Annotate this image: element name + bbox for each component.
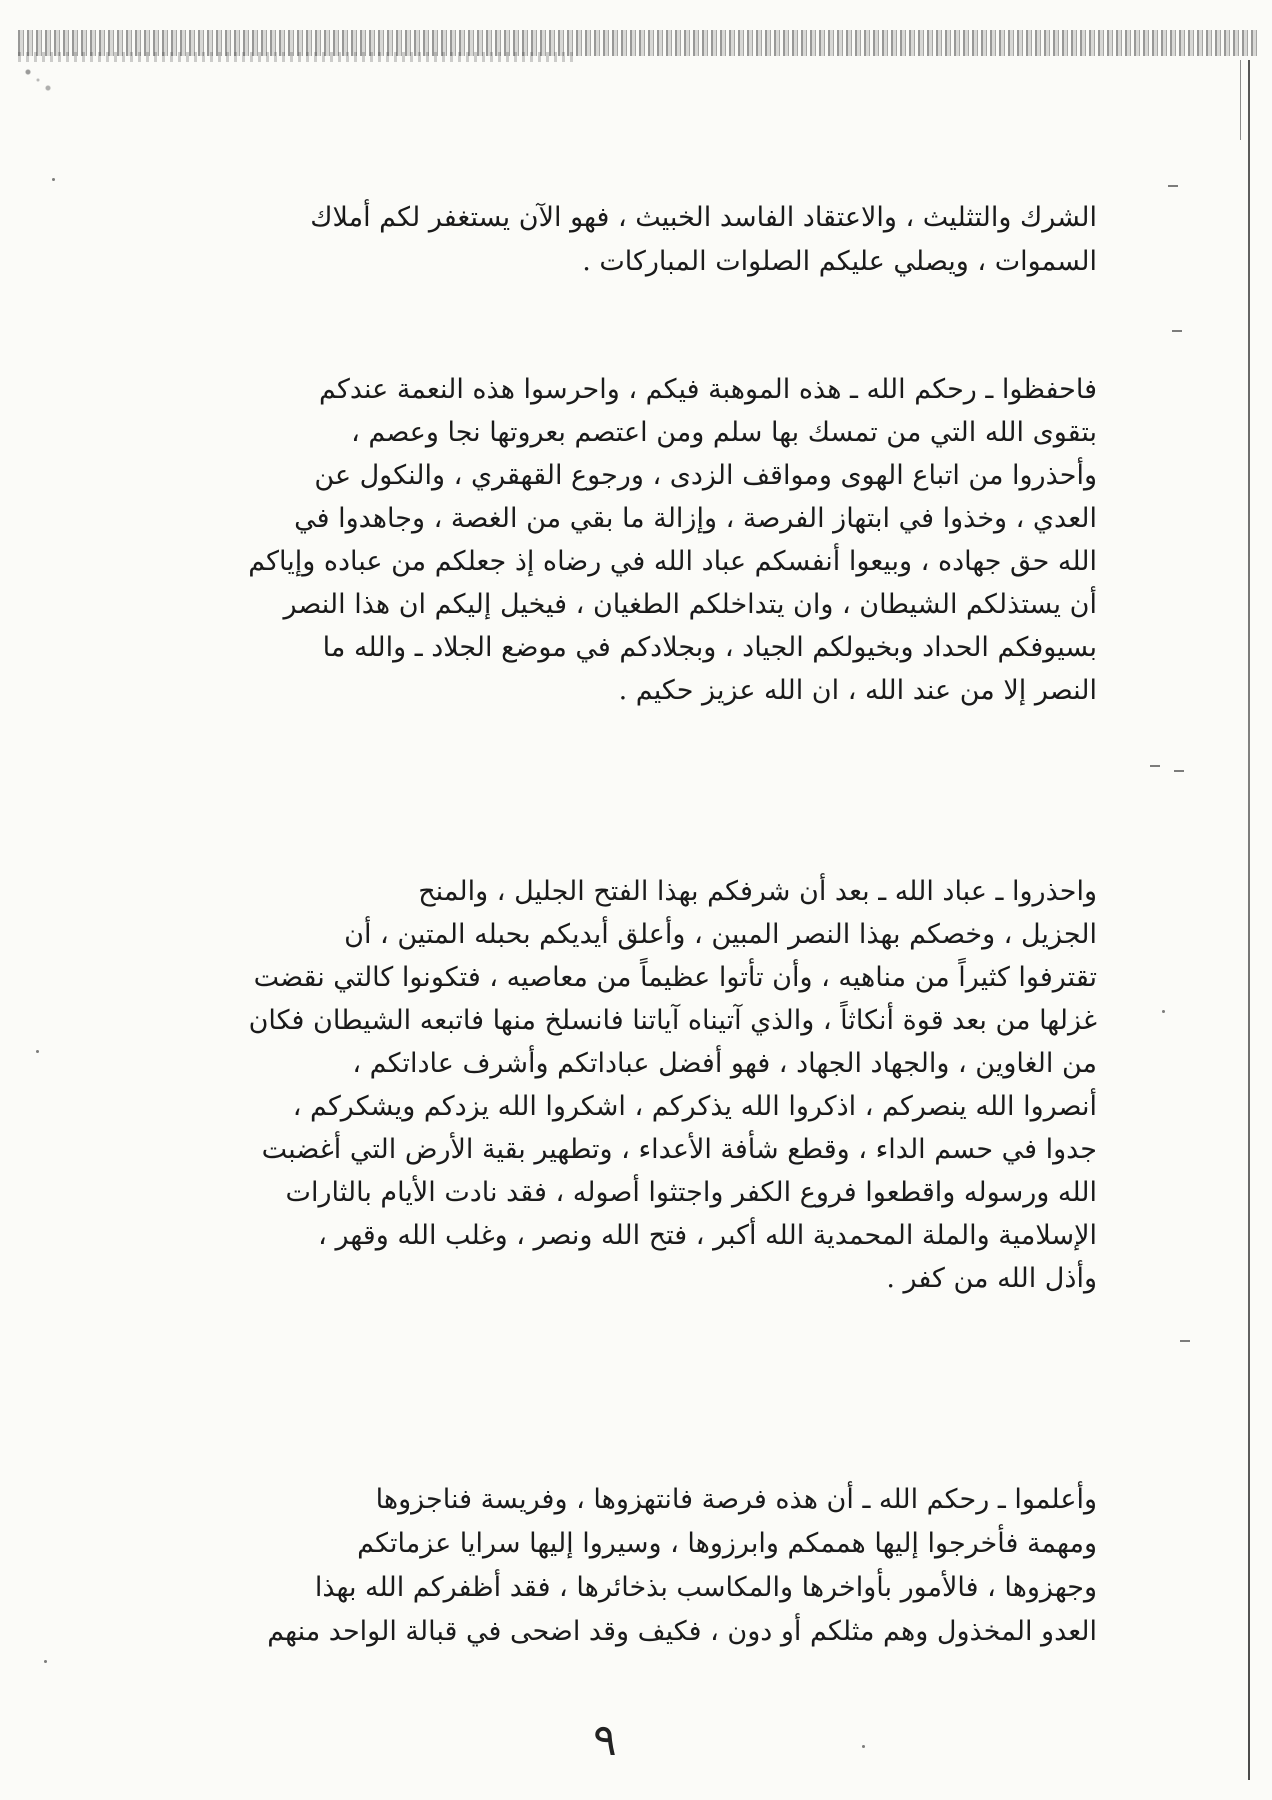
text-line: ومهمة فأخرجوا إليها هممكم وابرزوها ، وسيروا إليها سرايا عزماتكم	[357, 1528, 1097, 1559]
text-line: الإسلامية والملة المحمدية الله أكبر ، فتح الله ونصر ، وغلب الله وقهر ،	[318, 1220, 1097, 1251]
text-line: الله حق جهاده ، وبيعوا أنفسكم عباد الله في رضاه إذ جعلكم من عباده وإياكم	[248, 546, 1097, 577]
page-number: ٩	[593, 1715, 617, 1766]
text-line: من الغاوين ، والجهاد الجهاد ، فهو أفضل عباداتكم وأشرف عاداتكم ،	[352, 1048, 1097, 1079]
text-line: وجهزوها ، فالأمور بأواخرها والمكاسب بذخائرها ، فقد أظفركم الله بهذا	[314, 1572, 1097, 1603]
text-line: بتقوى الله التي من تمسك بها سلم ومن اعتصم بعروتها نجا وعصم ،	[351, 417, 1097, 448]
right-margin-line	[1248, 60, 1250, 1780]
text-line: وأذل الله من كفر .	[886, 1263, 1097, 1294]
scan-speck	[1162, 1010, 1165, 1013]
text-line: أنصروا الله ينصركم ، اذكروا الله يذكركم ، اشكروا الله يزدكم ويشكركم ،	[292, 1091, 1097, 1122]
margin-mark	[1180, 1340, 1190, 1342]
text-line: جدوا في حسم الداء ، وقطع شأفة الأعداء ، وتطهير بقية الأرض التي أغضبت	[261, 1134, 1097, 1165]
scan-speck	[36, 1050, 39, 1053]
text-line: وأحذروا من اتباع الهوى ومواقف الزدى ، ورجوع القهقري ، والنكول عن	[314, 460, 1097, 491]
paragraph-3	[162, 870, 1097, 1300]
text-line: العدو المخذول وهم مثلكم أو دون ، فكيف وقد اضحى في قبالة الواحد منهم	[267, 1616, 1097, 1647]
margin-mark	[1174, 770, 1184, 772]
text-line: الله ورسوله واقطعوا فروع الكفر واجتثوا أصوله ، فقد نادت الأيام بالثارات	[285, 1177, 1097, 1208]
text-line: وأعلموا ـ رحكم الله ـ أن هذه فرصة فانتهزوها ، وفريسة فناجزوها	[375, 1484, 1097, 1515]
text-line: تقترفوا كثيراً من مناهيه ، وأن تأتوا عظيماً من معاصيه ، فتكونوا كالتي نقضت	[253, 962, 1097, 993]
scan-corner-specks	[18, 60, 68, 100]
text-line: الجزيل ، وخصكم بهذا النصر المبين ، وأعلق أيديكم بحبله المتين ، أن	[344, 919, 1097, 950]
scan-speck	[862, 1745, 865, 1748]
paragraph-1	[162, 196, 1097, 284]
text-line: الشرك والتثليث ، والاعتقاد الفاسد الخبيث ، فهو الآن يستغفر لكم أملاك	[310, 202, 1097, 233]
margin-mark	[1150, 765, 1160, 767]
right-margin-line-short	[1240, 60, 1241, 140]
margin-mark	[1168, 185, 1178, 187]
scan-speck	[44, 1660, 47, 1663]
text-line: العدي ، وخذوا في ابتهاز الفرصة ، وإزالة ما بقي من الغصة ، وجاهدوا في	[294, 503, 1097, 534]
paragraph-4	[162, 1478, 1097, 1654]
scan-speck	[52, 178, 55, 181]
text-line: بسيوفكم الحداد وبخيولكم الجياد ، وبجلادكم في موضع الجلاد ـ والله ما	[322, 632, 1097, 663]
text-line: أن يستذلكم الشيطان ، وان يتداخلكم الطغيان ، فيخيل إليكم ان هذا النصر	[283, 589, 1097, 620]
text-line: النصر إلا من عند الله ، ان الله عزيز حكيم .	[618, 675, 1097, 706]
text-line: فاحفظوا ـ رحكم الله ـ هذه الموهبة فيكم ، واحرسوا هذه النعمة عندكم	[319, 374, 1097, 405]
text-line: السموات ، ويصلي عليكم الصلوات المباركات .	[582, 246, 1097, 277]
margin-mark	[1172, 330, 1182, 332]
paragraph-2	[162, 368, 1097, 712]
text-line: واحذروا ـ عباد الله ـ بعد أن شرفكم بهذا الفتح الجليل ، والمنح	[418, 876, 1097, 907]
scan-top-edge-secondary	[18, 52, 578, 62]
text-line: غزلها من بعد قوة أنكاثاً ، والذي آتيناه آياتنا فانسلخ منها فاتبعه الشيطان فكان	[248, 1005, 1097, 1036]
